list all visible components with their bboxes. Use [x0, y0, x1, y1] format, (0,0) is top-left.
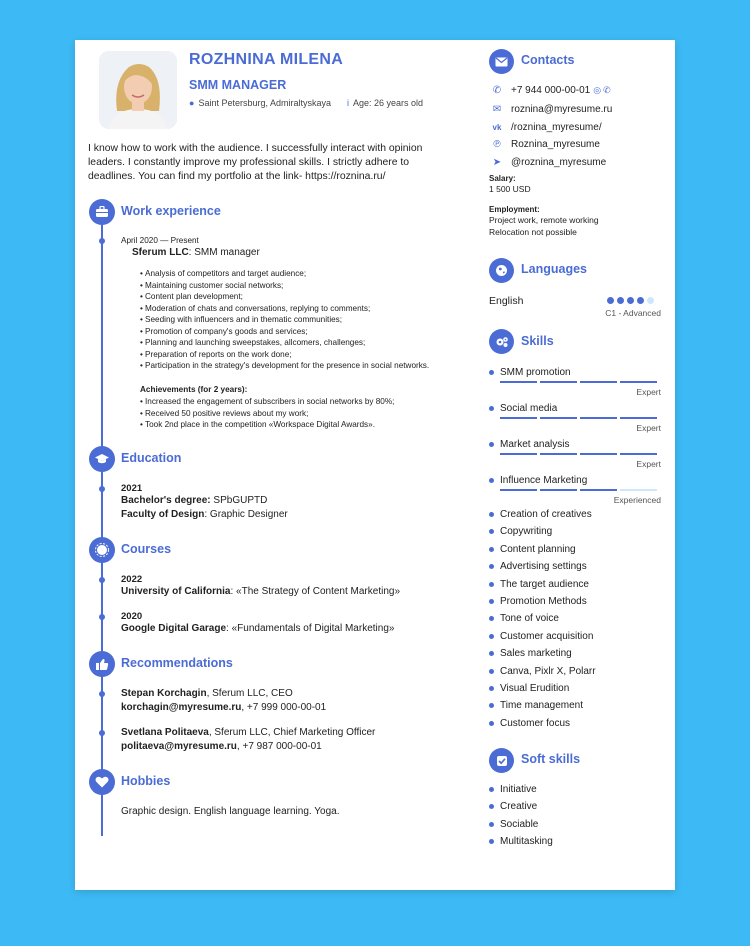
skill-bar-segment [500, 417, 537, 419]
age-icon: i [347, 98, 349, 108]
duty-item: • Preparation of reports on the work done; [121, 349, 445, 361]
skill-bar-segment [500, 453, 537, 455]
pinterest-text: Roznina_myresume [511, 139, 600, 150]
salary-value: 1 500 USD [489, 184, 531, 194]
soft-skill-item [489, 836, 553, 847]
duty-item: • Planning and launching sweepstakes, allcomers, challenges; [121, 337, 445, 349]
work-company-line [132, 247, 260, 260]
rating-dot [647, 297, 654, 304]
soft-skill-item [489, 801, 537, 812]
contact-vk[interactable] [489, 122, 602, 133]
soft-skill-name: Multitasking [500, 836, 553, 848]
company-name: Sferum LLC [132, 247, 189, 258]
soft-skill-name: Initiative [500, 784, 537, 795]
about-text: I know how to work with the audience. I successfully interact with opinion leaders. I constantly improve my professional skills. I strictly adhere to deadlines. You can find my portfolio at the link- https://roznina.ru/ [88, 143, 423, 182]
duty-item: • Maintaining customer social networks; [121, 280, 445, 292]
checkbox-icon [489, 748, 514, 773]
skill-name: Influence Marketing [500, 475, 588, 486]
duty-item: • Participation in the strategy's development for the presence in social networks. [121, 360, 445, 372]
skill-item [489, 631, 593, 642]
skill-level-bars [500, 381, 657, 383]
skill-level-label: Expert [636, 459, 661, 469]
telegram-text: @roznina_myresume [511, 157, 607, 168]
course-year: 2020 [121, 611, 143, 622]
education-faculty [121, 509, 288, 522]
skill-bar-segment [620, 489, 657, 491]
pinterest-icon: ℗ [493, 139, 501, 150]
job-role: : SMM manager [188, 247, 260, 258]
skill-bar-segment [580, 381, 617, 383]
phone-icon: ✆ [492, 85, 502, 96]
timeline-dot [99, 730, 105, 736]
employment-label: Employment: [489, 205, 540, 214]
globe-icon [489, 258, 514, 283]
skill-level-label: Expert [636, 423, 661, 433]
skill-name: Customer acquisition [500, 630, 594, 642]
rating-dot [617, 297, 624, 304]
duty-item: • Analysis of competitors and target audience; [121, 268, 445, 280]
recommender-name: Svetlana Politaeva [121, 727, 209, 738]
rating-dot [607, 297, 614, 304]
duties-list [121, 268, 445, 372]
rated-skill-item [489, 403, 557, 414]
education-degree [121, 495, 267, 508]
skill-level-label: Experienced [613, 495, 661, 505]
hobbies-title: Hobbies [121, 774, 171, 788]
heart-icon [89, 769, 115, 795]
envelope-icon: ✉ [492, 104, 502, 115]
mail-icon [489, 49, 514, 74]
course-line [121, 623, 394, 636]
skill-name: Sales marketing [500, 648, 572, 660]
graduation-cap-icon [89, 446, 115, 472]
age-text: Age: 26 years old [353, 98, 424, 108]
skill-bar-segment [540, 489, 577, 491]
skill-name: Promotion Methods [500, 596, 587, 607]
degree-label: Bachelor's degree: [121, 495, 211, 506]
language-rating [607, 297, 654, 304]
skill-bar-segment [580, 489, 617, 491]
achievements-list [121, 396, 445, 431]
employment-value-2: Relocation not possible [489, 227, 577, 237]
email-text: roznina@myresume.ru [511, 104, 613, 115]
skill-item [489, 561, 587, 572]
skill-bar-segment [620, 381, 657, 383]
skill-item [489, 683, 569, 694]
gears-icon [489, 329, 514, 354]
course-name: : «The Strategy of Content Marketing» [230, 586, 401, 597]
contact-telegram[interactable] [489, 157, 606, 168]
skill-bar-segment [540, 381, 577, 383]
skill-name: Market analysis [500, 439, 570, 450]
skill-item [489, 700, 583, 711]
location-text: Saint Petersburg, Admiraltyskaya [198, 98, 331, 108]
skill-name: SMM promotion [500, 367, 571, 378]
skill-name: Canva, Pixlr X, Polarr [500, 665, 596, 677]
skill-item [489, 526, 552, 537]
skill-bar-segment [580, 417, 617, 419]
telegram-icon: ➤ [492, 157, 502, 168]
contact-email[interactable] [489, 104, 612, 115]
course-year: 2022 [121, 574, 143, 585]
language-level: C1 - Advanced [605, 308, 661, 318]
achievement-item: • Increased the engagement of subscribers in social networks by 80%; [121, 396, 445, 408]
recommender-role: , Sferum LLC, Chief Marketing Officer [208, 727, 376, 738]
recommender-phone: , +7 987 000-00-01 [236, 741, 322, 752]
resume-page [75, 40, 675, 890]
skill-bar-segment [620, 453, 657, 455]
skill-bar-segment [580, 453, 617, 455]
skill-name: Social media [500, 403, 558, 414]
skill-level-label: Expert [636, 387, 661, 397]
profile-photo [99, 51, 177, 129]
work-experience-title: Work experience [121, 204, 221, 218]
whatsapp-icon: ◎ [593, 85, 602, 95]
courses-title: Courses [121, 542, 172, 556]
phone-text: +7 944 000-00-01 [511, 85, 591, 96]
skill-item [489, 666, 596, 677]
duty-item: • Moderation of chats and conversations, replying to comments; [121, 303, 445, 315]
skill-item [489, 544, 576, 555]
course-org: University of California [121, 586, 231, 597]
duty-item: • Content plan development; [121, 291, 445, 303]
recommendation-contact [121, 741, 322, 754]
recommender-name: Stepan Korchagin [121, 688, 207, 699]
skill-name: Time management [500, 700, 583, 712]
vk-icon: vk [492, 123, 502, 132]
duty-item: • Seeding with influencers and in thematic communities; [121, 314, 445, 326]
viber-icon: ✆ [603, 85, 611, 95]
skill-bar-segment [540, 417, 577, 419]
briefcase-icon [89, 199, 115, 225]
skill-item [489, 613, 559, 624]
rating-dot [627, 297, 634, 304]
work-period: April 2020 — Present [121, 236, 199, 245]
skill-name: Customer focus [500, 717, 571, 729]
skill-item [489, 718, 570, 729]
achievements-label: Achievements (for 2 years): [140, 385, 248, 394]
rated-skill-item [489, 439, 569, 450]
candidate-name: ROZHNINA MILENA [189, 51, 344, 68]
recommendation-line [121, 688, 293, 701]
skill-bar-segment [620, 417, 657, 419]
language-name: English [489, 295, 524, 307]
soft-skill-name: Sociable [500, 818, 539, 830]
recommender-email: politaeva@myresume.ru [121, 741, 237, 752]
duty-item: • Promotion of company's goods and services; [121, 326, 445, 338]
salary-label: Salary: [489, 174, 516, 183]
hobbies-text: Graphic design. English language learning. Yoga. [121, 806, 340, 817]
skill-name: Tone of voice [500, 613, 559, 625]
contact-pinterest[interactable] [489, 139, 600, 150]
course-line [121, 586, 400, 599]
skill-name: Copywriting [500, 526, 553, 538]
skill-item [489, 509, 592, 520]
recommendation-contact [121, 702, 326, 715]
course-org: Google Digital Garage [121, 623, 227, 634]
skill-name: Content planning [500, 543, 576, 555]
faculty-value: : Graphic Designer [204, 509, 288, 520]
timeline-dot [99, 614, 105, 620]
skill-bar-segment [500, 489, 537, 491]
skill-name: Creation of creatives [500, 509, 592, 520]
achievement-item: • Took 2nd place in the competition «Workspace Digital Awards». [121, 419, 445, 431]
education-year: 2021 [121, 483, 143, 494]
candidate-meta [189, 98, 423, 108]
skill-name: Visual Erudition [500, 683, 570, 694]
education-title: Education [121, 451, 182, 465]
thumbs-up-icon [89, 651, 115, 677]
skill-level-bars [500, 489, 657, 491]
skill-item [489, 579, 589, 590]
rated-skill-item [489, 367, 571, 378]
timeline-dot [99, 691, 105, 697]
vk-text: /roznina_myresume/ [511, 122, 602, 133]
languages-title: Languages [521, 262, 587, 276]
skill-item [489, 596, 587, 607]
skill-bar-segment [500, 381, 537, 383]
job-position: SMM MANAGER [189, 78, 287, 92]
soft-skill-item [489, 784, 537, 795]
contacts-title: Contacts [521, 53, 575, 67]
achievement-item: • Received 50 positive reviews about my work; [121, 408, 445, 420]
contact-phone[interactable] [489, 85, 611, 96]
course-name: : «Fundamentals of Digital Marketing» [226, 623, 395, 634]
recommender-phone: , +7 999 000-00-01 [241, 702, 327, 713]
employment-value-1: Project work, remote working [489, 215, 599, 225]
skill-level-bars [500, 453, 657, 455]
skill-level-bars [500, 417, 657, 419]
soft-skill-item [489, 819, 538, 830]
faculty-label: Faculty of Design [121, 509, 205, 520]
soft-skill-name: Creative [500, 801, 538, 813]
recommendations-title: Recommendations [121, 656, 233, 670]
badge-icon [89, 537, 115, 563]
recommender-role: , Sferum LLC, CEO [206, 688, 293, 699]
recommender-email: korchagin@myresume.ru [121, 702, 242, 713]
rated-skill-item [489, 475, 587, 486]
location-pin-icon: ● [189, 98, 195, 108]
timeline-line [101, 212, 103, 836]
skill-name: Advertising settings [500, 561, 587, 573]
timeline-dot [99, 238, 105, 244]
timeline-dot [99, 486, 105, 492]
rating-dot [637, 297, 644, 304]
skill-name: The target audience [500, 578, 589, 590]
skill-bar-segment [540, 453, 577, 455]
degree-value: SPbGUPTD [210, 495, 268, 506]
recommendation-line [121, 727, 375, 740]
skills-title: Skills [521, 334, 554, 348]
soft-skills-title: Soft skills [521, 752, 581, 766]
skill-item [489, 648, 572, 659]
timeline-dot [99, 577, 105, 583]
